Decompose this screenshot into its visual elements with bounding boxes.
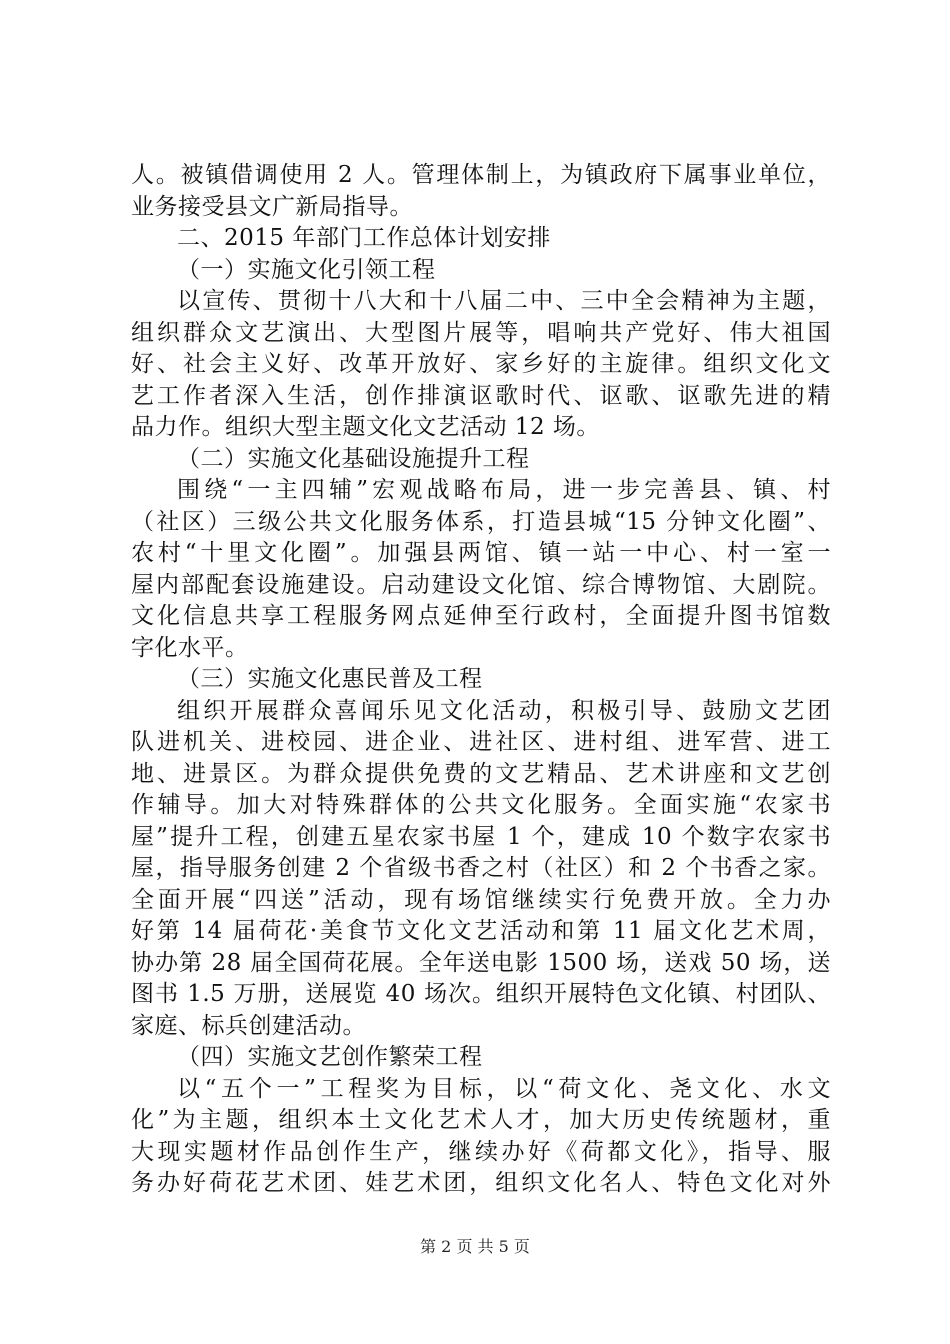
text-line: 以“五个一”工程奖为目标，以“荷文化、尧文化、水文 [177, 1075, 831, 1102]
text-line: 组织开展群众喜闻乐见文化活动，积极引导、鼓励文艺团 [177, 697, 831, 724]
text-line: 字化水平。 [131, 634, 249, 661]
text-line: 家庭、标兵创建活动。 [131, 1012, 366, 1039]
text-line: 业务接受县文广新局指导。 [131, 193, 413, 220]
text-line: 务办好荷花艺术团、娃艺术团，组织文化名人、特色文化对外 [131, 1170, 831, 1196]
page-number-footer: 第 2 页 共 5 页 [420, 1237, 530, 1256]
text-line: 好第 14 届荷花·美食节文化文艺活动和第 11 届文化艺术周， [131, 918, 831, 944]
text-line: 屋”提升工程，创建五星农家书屋 1 个，建成 10 个数字农家书 [131, 823, 831, 850]
text-line: 大现实题材作品创作生产，继续办好《荷都文化》，指导、服 [131, 1138, 831, 1165]
text-line: 屋，指导服务创建 2 个省级书香之村（社区）和 2 个书香之家。 [131, 855, 831, 881]
text-line: 协办第 28 届全国荷花展。全年送电影 1500 场，送戏 50 场，送 [131, 949, 831, 976]
text-line: 文化信息共享工程服务网点延伸至行政村，全面提升图书馆数 [131, 603, 831, 629]
text-line: 队进机关、进校园、进企业、进社区、进村组、进军营、进工 [131, 729, 831, 755]
document-body [131, 160, 831, 1200]
text-line: 作辅导。加大对特殊群体的公共文化服务。全面实施“农家书 [131, 792, 831, 818]
text-line: 好、社会主义好、改革开放好、家乡好的主旋律。组织文化文 [131, 351, 831, 377]
text-line: 屋内部配套设施建设。启动建设文化馆、综合博物馆、大剧院。 [131, 571, 831, 598]
text-line: 地、进景区。为群众提供免费的文艺精品、艺术讲座和文艺创 [131, 760, 831, 787]
subsection-heading: （一）实施文化引领工程 [177, 256, 436, 283]
text-line: 图书 1.5 万册，送展览 40 场次。组织开展特色文化镇、村团队、 [131, 981, 831, 1007]
subsection-heading: （四）实施文艺创作繁荣工程 [177, 1044, 483, 1070]
text-line: 围绕“一主四辅”宏观战略布局，进一步完善县、镇、村 [177, 477, 831, 503]
text-line: 人。被镇借调使用 2 人。管理体制上，为镇政府下属事业单位， [131, 162, 831, 188]
text-line: （社区）三级公共文化服务体系，打造县城“15 分钟文化圈”、 [131, 508, 831, 535]
subsection-heading: （三）实施文化惠民普及工程 [177, 666, 483, 692]
text-line: 以宣传、贯彻十八大和十八届二中、三中全会精神为主题， [177, 288, 831, 314]
section-heading: 二、2015 年部门工作总体计划安排 [177, 225, 551, 251]
text-line: 艺工作者深入生活，创作排演讴歌时代、讴歌、讴歌先进的精 [131, 382, 831, 409]
text-line: 全面开展“四送”活动，现有场馆继续实行免费开放。全力办 [131, 886, 831, 913]
subsection-heading: （二）实施文化基础设施提升工程 [177, 445, 530, 472]
text-line: 组织群众文艺演出、大型图片展等，唱响共产党好、伟大祖国 [131, 319, 831, 346]
text-line: 品力作。组织大型主题文化文艺活动 12 场。 [131, 414, 600, 440]
text-line: 化”为主题，组织本土文化艺术人才，加大历史传统题材，重 [131, 1107, 831, 1133]
text-line: 农村“十里文化圈”。加强县两馆、镇一站一中心、村一室一 [131, 540, 831, 566]
